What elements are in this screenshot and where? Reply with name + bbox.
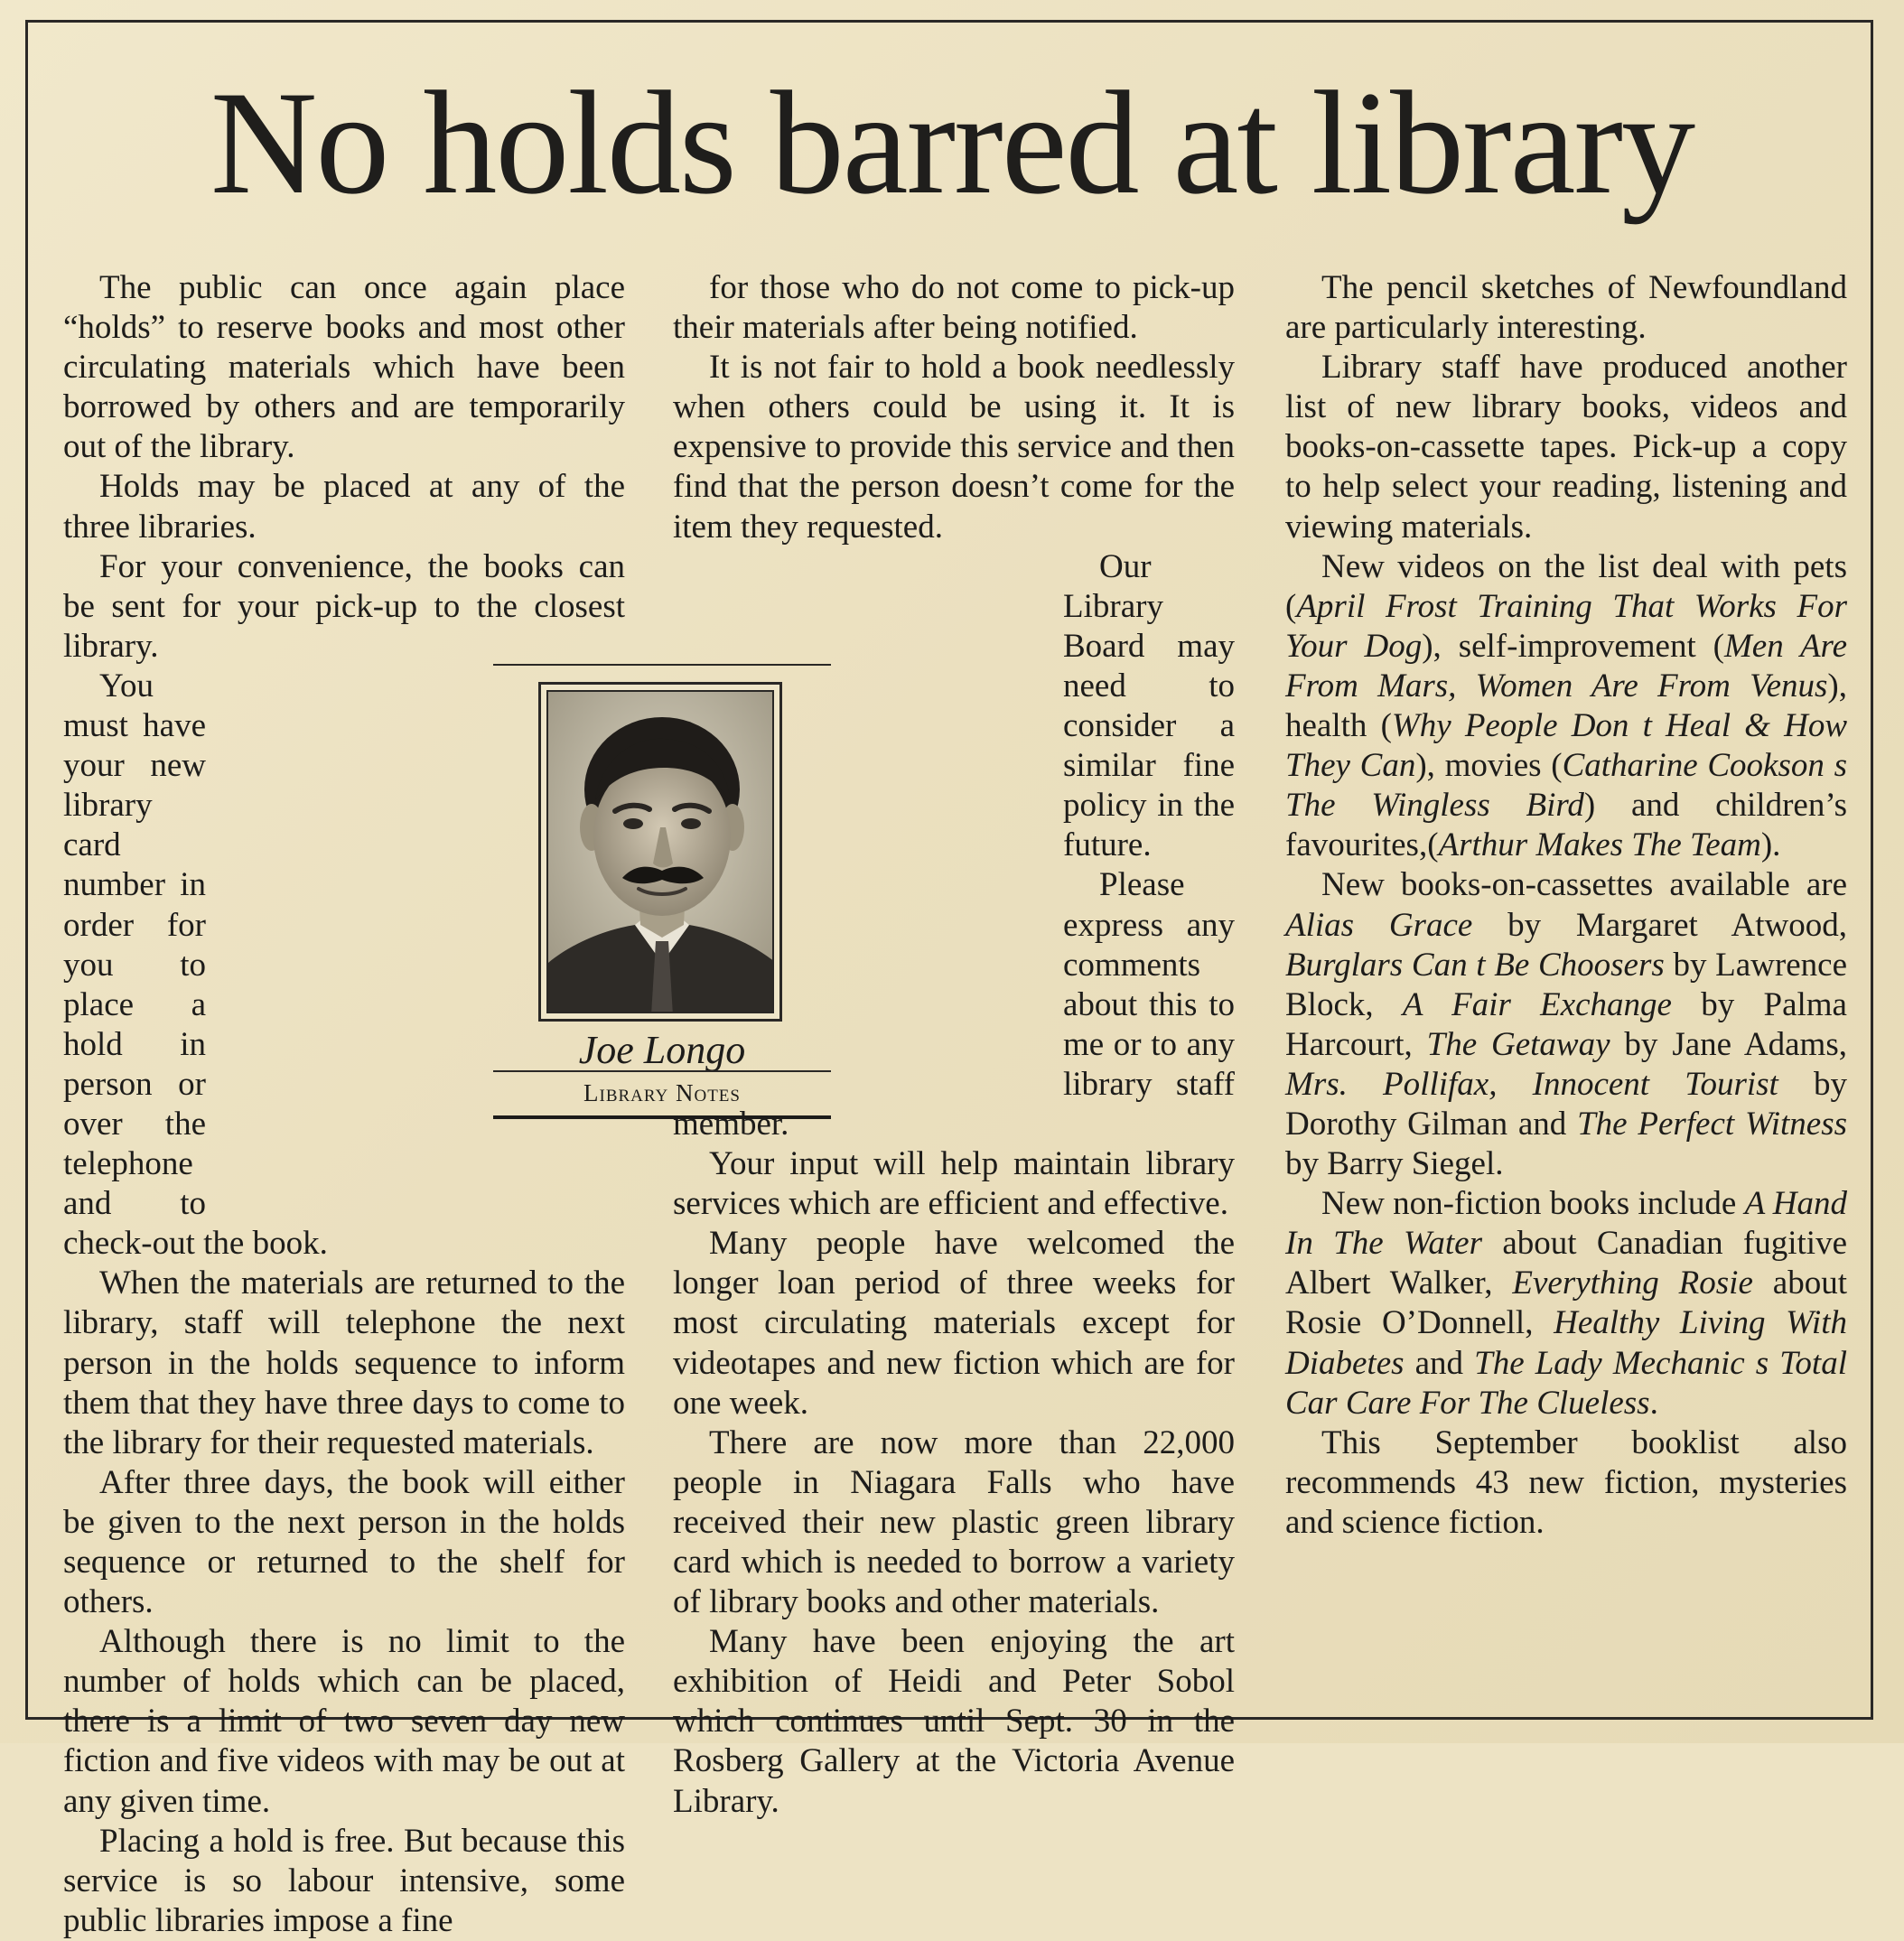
book-title: A Fair Exchange [1402, 985, 1672, 1023]
paragraph: Many have been enjoying the art exhibition of Heidi and Peter Sobol which continues until Sept. 30 in the Rosberg Gallery at the Victoria Avenue Library. [673, 1623, 1235, 1820]
video-title: Men Are From Mars, Women Are From Venus [1285, 627, 1848, 705]
video-title: Catharine Cookson s The Wingless Bird [1285, 747, 1847, 825]
video-title: April Frost Training That Works For Your Dog [1285, 587, 1847, 665]
text-run: by Barry Siegel. [1285, 1145, 1504, 1183]
text-run: about Canadian fugitive Albert Walker, [1285, 1225, 1847, 1302]
paragraph [1285, 1184, 1847, 1423]
book-title: Mrs. Pollifax, Innocent Tourist [1285, 1065, 1778, 1103]
paragraph: Placing a hold is free. But because this service is so labour intensive, some public libraries impose a fine [63, 1822, 625, 1939]
book-title: Everything Rosie [1512, 1264, 1753, 1302]
text-run: by Jane Adams, [1610, 1025, 1847, 1063]
columnist-photo [546, 690, 774, 1013]
book-title: Healthy Living With Diabetes [1285, 1304, 1847, 1382]
text-run: by Lawrence Block, [1285, 946, 1847, 1023]
book-title: Alias Grace [1285, 906, 1473, 944]
book-title: The Lady Mechanic s Total Car Care For The Clueless [1285, 1344, 1847, 1422]
book-title: The Getaway [1426, 1025, 1610, 1063]
portrait-illustration [548, 692, 774, 1013]
column-name: Library Notes [583, 1079, 741, 1106]
byline-name: Joe Longo [578, 1028, 746, 1072]
video-title: Arthur Makes The Team [1438, 826, 1761, 864]
book-title: A Hand In The Water [1285, 1185, 1847, 1263]
paragraph: Many people have welcomed the longer loan period of three weeks for most circulating materials except for videotapes and new fiction which are for one week. [673, 1225, 1235, 1422]
paragraph [1285, 865, 1847, 1184]
columnist-photo-frame [538, 682, 782, 1022]
book-title: The Perfect Witness [1577, 1105, 1847, 1143]
paragraph [1285, 547, 1847, 866]
text-run: . [1649, 1384, 1658, 1422]
paragraph: Your input will help maintain library services which are efficient and effective. [673, 1145, 1235, 1223]
paragraph: For your convenience, the books can be sent for your pick-up to the closest library. [63, 547, 625, 665]
paragraph: After three days, the book will either be given to the next person in the holds sequence or returned to the shelf for others. [63, 1463, 625, 1621]
paragraph: The pencil sketches of Newfoundland are particularly interesting. [1285, 269, 1847, 347]
video-title: Why People Don t Heal & How They Can [1285, 707, 1847, 785]
paragraph: Library staff have produced another list of new library books, videos and books-on-cassette tapes. Pick-up a copy to help select your reading, listening and viewing materials. [1285, 349, 1847, 546]
paragraph: Holds may be placed at any of the three libraries. [63, 468, 625, 546]
text-run: and [1404, 1344, 1475, 1382]
text-run: ), health ( [1285, 667, 1847, 745]
paragraph: You must have your new library card number in order for you to place a hold in person or over the telephone and to check-out the book. [63, 667, 328, 1263]
paragraph: The public can once again place “holds” to reserve books and most other circulating materials which have been borrowed by others and are temporarily out of the library. [63, 269, 625, 466]
headline: No holds barred at library [210, 61, 1694, 225]
text-run: by Palma Harcourt, [1285, 985, 1847, 1063]
divider [493, 1115, 831, 1119]
text-run: New videos on the list deal with pets ( [1285, 547, 1847, 625]
article-column-3 [1285, 268, 1847, 1543]
paragraph: for those who do not come to pick-up their materials after being notified. [673, 269, 1235, 347]
text-run: New non-fiction books include [1321, 1185, 1745, 1223]
paragraph: This September booklist also recommends 43 new fiction, mysteries and science fiction. [1285, 1423, 1847, 1541]
text-run: by Dorothy Gilman and [1285, 1065, 1847, 1143]
paragraph: Although there is no limit to the number of holds which can be placed, there is a limit of two seven day new fiction and five videos with may be out at any given time. [63, 1623, 625, 1820]
text-run: ), movies ( [1415, 747, 1563, 785]
columnist-signature [493, 664, 831, 1134]
text-run: about Rosie O’Donnell, [1285, 1264, 1848, 1342]
text-run: ). [1760, 826, 1781, 864]
article-clipping [25, 20, 1873, 1939]
text-run: New books-on-cassettes available are [1321, 866, 1847, 904]
paragraph: Please express any comments about this to me or to any library staff member. [673, 866, 1235, 1143]
paragraph: When the materials are returned to the library, staff will telephone the next person in the holds sequence to inform them that they have three days to come to the library for their requested materials. [63, 1264, 625, 1461]
text-run: ) and children’s favourites,( [1285, 787, 1847, 864]
text-run: ), self-improvement ( [1422, 627, 1724, 665]
text-run: by Margaret Atwood, [1472, 906, 1847, 944]
divider [493, 664, 831, 666]
paragraph: There are now more than 22,000 people in Niagara Falls who have received their new plastic green library card which is needed to borrow a variety of library books and other materials. [673, 1423, 1235, 1621]
paragraph: Our Library Board may need to consider a similar fine policy in the future. [1063, 547, 1235, 864]
book-title: Burglars Can t Be Choosers [1285, 946, 1665, 984]
divider [493, 1070, 831, 1072]
paragraph: It is not fair to hold a book needlessly when others could be using it. It is expensive to provide this service and then find that the person doesn’t come for the item they requested. [673, 349, 1235, 546]
